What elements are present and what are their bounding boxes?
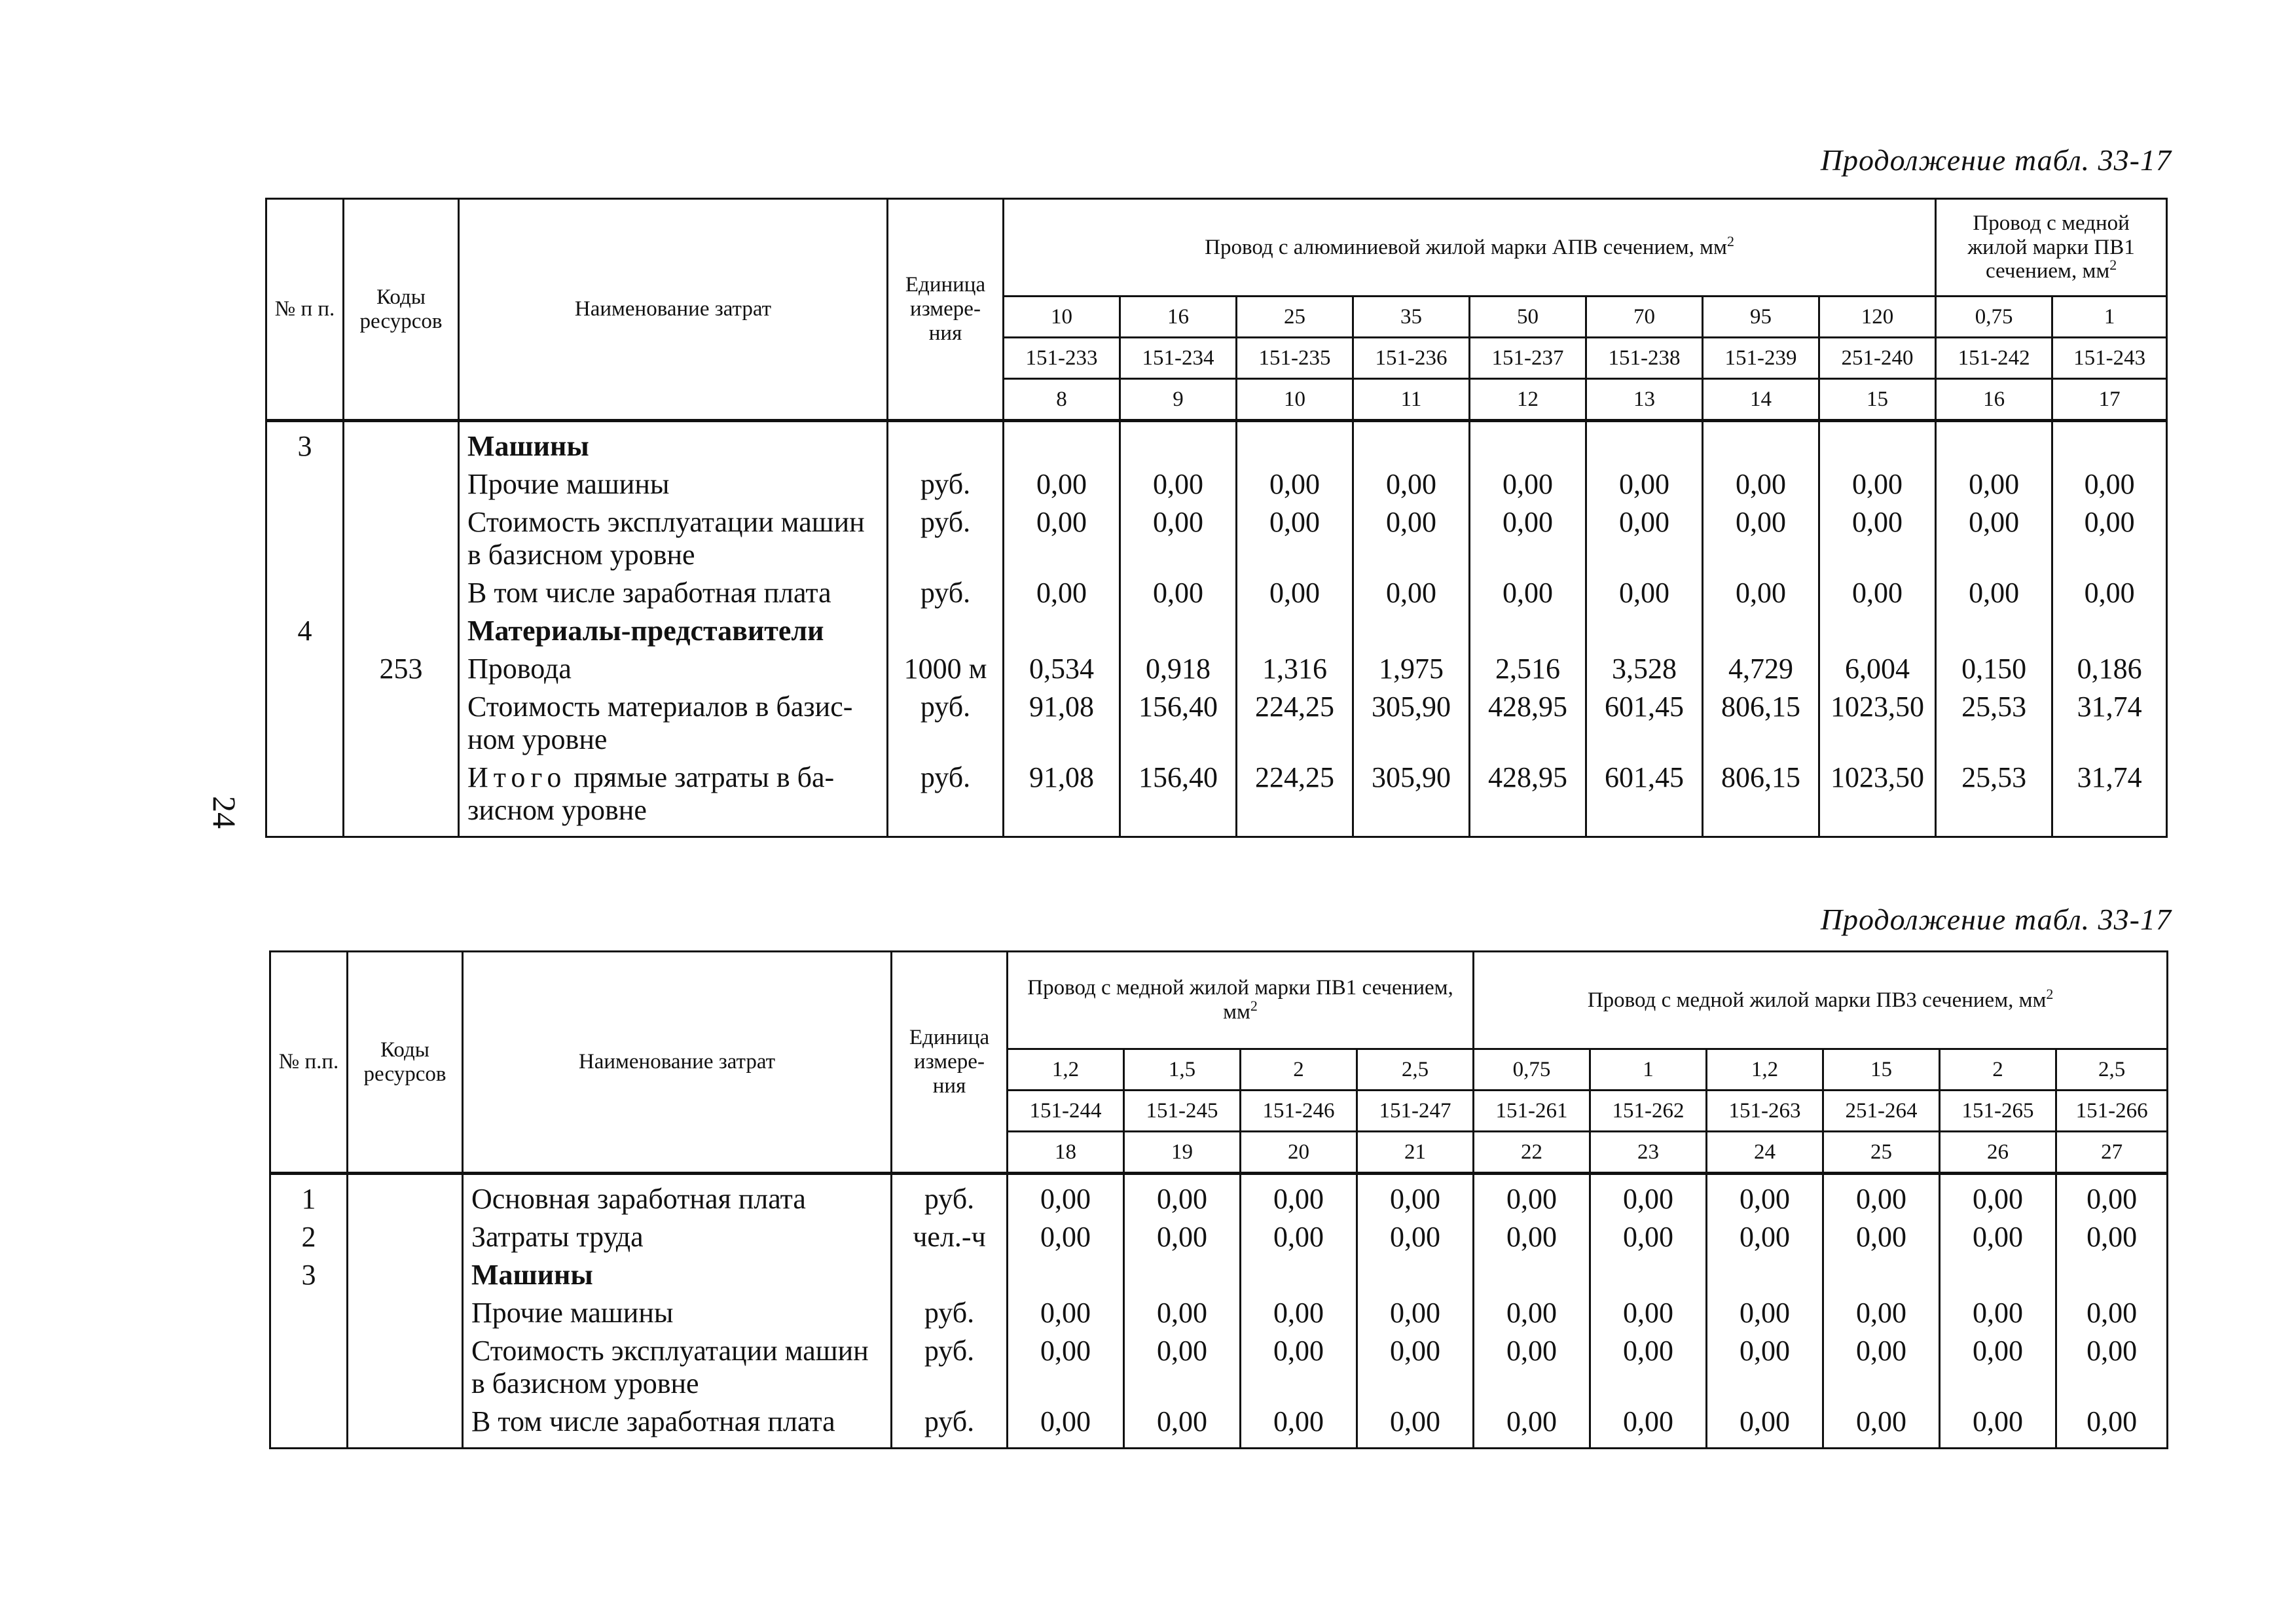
table-header xyxy=(270,952,2168,1174)
row-number xyxy=(266,650,344,688)
resource-code xyxy=(348,1294,463,1332)
value-cell xyxy=(2056,1256,2168,1294)
column-number-cell: 15 xyxy=(1819,379,1936,421)
col-codes-header: Коды ресурсов xyxy=(344,199,459,421)
value-cell: 91,08 xyxy=(1004,688,1120,759)
value-cell xyxy=(1936,421,2052,466)
code-cell: 151-235 xyxy=(1237,338,1353,379)
row-number xyxy=(266,574,344,612)
table-row xyxy=(266,421,2167,466)
table-row xyxy=(266,650,2167,688)
code-cell: 151-239 xyxy=(1703,338,1819,379)
code-cell: 251-264 xyxy=(1823,1091,1940,1132)
value-cell xyxy=(1703,421,1819,466)
unit: 1000 м xyxy=(888,650,1004,688)
value-cell: 601,45 xyxy=(1586,688,1703,759)
cost-name xyxy=(459,759,888,837)
value-cell: 0,00 xyxy=(1590,1174,1707,1219)
unit: руб. xyxy=(888,759,1004,837)
value-cell xyxy=(1004,421,1120,466)
section-cell: 1,2 xyxy=(1707,1049,1823,1091)
column-number-cell: 27 xyxy=(2056,1132,2168,1174)
value-cell: 0,534 xyxy=(1004,650,1120,688)
row-number xyxy=(270,1403,348,1449)
row-number xyxy=(270,1294,348,1332)
value-cell: 0,00 xyxy=(1940,1332,2056,1403)
column-number-cell: 23 xyxy=(1590,1132,1707,1174)
section-cell: 10 xyxy=(1004,297,1120,338)
value-cell: 0,00 xyxy=(2052,574,2167,612)
cost-table-1 xyxy=(265,198,2168,838)
code-cell: 151-243 xyxy=(2052,338,2167,379)
value-cell: 0,00 xyxy=(2052,465,2167,503)
value-cell xyxy=(1470,612,1586,650)
value-cell: 305,90 xyxy=(1353,759,1470,837)
value-cell: 0,00 xyxy=(1940,1174,2056,1219)
row-number: 4 xyxy=(266,612,344,650)
value-cell: 0,00 xyxy=(1707,1332,1823,1403)
section-cell: 2,5 xyxy=(1357,1049,1474,1091)
table-row xyxy=(266,688,2167,759)
code-cell: 151-261 xyxy=(1474,1091,1590,1132)
value-cell: 224,25 xyxy=(1237,759,1353,837)
table-row xyxy=(270,1256,2168,1294)
value-cell: 0,00 xyxy=(2056,1403,2168,1449)
value-cell: 0,00 xyxy=(1357,1174,1474,1219)
value-cell: 0,00 xyxy=(1474,1294,1590,1332)
value-cell: 0,00 xyxy=(1008,1174,1124,1219)
row-number xyxy=(270,1332,348,1403)
value-cell: 0,00 xyxy=(1819,574,1936,612)
value-cell: 1023,50 xyxy=(1819,759,1936,837)
value-cell: 0,00 xyxy=(1474,1218,1590,1256)
value-cell: 305,90 xyxy=(1353,688,1470,759)
unit: руб. xyxy=(892,1294,1008,1332)
section-cell: 25 xyxy=(1237,297,1353,338)
cost-name: Основная заработная плата xyxy=(463,1174,892,1219)
column-number-cell: 21 xyxy=(1357,1132,1474,1174)
section-cell: 15 xyxy=(1823,1049,1940,1091)
value-cell: 0,00 xyxy=(1124,1294,1241,1332)
column-number-cell: 8 xyxy=(1004,379,1120,421)
value-cell: 0,00 xyxy=(1470,465,1586,503)
value-cell: 0,00 xyxy=(1124,1218,1241,1256)
cost-name: Машины xyxy=(459,421,888,466)
resource-code xyxy=(348,1256,463,1294)
value-cell: 0,00 xyxy=(1241,1294,1357,1332)
group-header-pv3: Провод с медной жилой марки ПВ3 сечением, $мм^2$ xyxy=(1474,952,2168,1049)
code-cell: 151-266 xyxy=(2056,1091,2168,1132)
cost-name: Прочие машины xyxy=(463,1294,892,1332)
code-cell: 151-262 xyxy=(1590,1091,1707,1132)
value-cell: 0,00 xyxy=(1357,1332,1474,1403)
group-header-pv1: Провод с медной жилой марки ПВ1 сечением, $мм^2$ xyxy=(1008,952,1474,1049)
table-body xyxy=(266,421,2167,837)
unit: руб. xyxy=(888,465,1004,503)
unit: руб. xyxy=(892,1174,1008,1219)
resource-code xyxy=(348,1332,463,1403)
code-cell: 151-246 xyxy=(1241,1091,1357,1132)
value-cell xyxy=(1474,1256,1590,1294)
table-row xyxy=(266,612,2167,650)
value-cell xyxy=(1936,612,2052,650)
value-cell xyxy=(2052,421,2167,466)
unit: руб. xyxy=(892,1332,1008,1403)
value-cell: 3,528 xyxy=(1586,650,1703,688)
value-cell xyxy=(1470,421,1586,466)
column-number-cell: 19 xyxy=(1124,1132,1241,1174)
column-number-cell: 11 xyxy=(1353,379,1470,421)
value-cell: 806,15 xyxy=(1703,759,1819,837)
section-cell: 1 xyxy=(2052,297,2167,338)
value-cell: 0,00 xyxy=(1008,1403,1124,1449)
value-cell: 0,00 xyxy=(1120,574,1237,612)
table-caption-1: Продолжение табл. 33-17 xyxy=(1820,143,2172,177)
table-row xyxy=(270,1218,2168,1256)
value-cell: 0,186 xyxy=(2052,650,2167,688)
value-cell: 0,00 xyxy=(1353,503,1470,574)
value-cell: 0,00 xyxy=(1474,1332,1590,1403)
cost-table-2 xyxy=(269,950,2168,1449)
value-cell: 31,74 xyxy=(2052,759,2167,837)
code-cell: 151-265 xyxy=(1940,1091,2056,1132)
value-cell: 1,975 xyxy=(1353,650,1470,688)
value-cell xyxy=(1823,1256,1940,1294)
resource-code xyxy=(348,1218,463,1256)
section-cell: 2 xyxy=(1940,1049,2056,1091)
table-row xyxy=(270,1174,2168,1219)
value-cell: 0,00 xyxy=(1940,1218,2056,1256)
value-cell xyxy=(1241,1256,1357,1294)
row-number xyxy=(266,759,344,837)
value-cell: 0,00 xyxy=(1936,574,2052,612)
value-cell: 0,00 xyxy=(1590,1218,1707,1256)
code-cell: 151-263 xyxy=(1707,1091,1823,1132)
value-cell xyxy=(1707,1256,1823,1294)
value-cell xyxy=(1120,421,1237,466)
column-number-cell: 16 xyxy=(1936,379,2052,421)
cost-name: Стоимость эксплуатации машин в базисном уровне xyxy=(463,1332,892,1403)
value-cell: 0,00 xyxy=(1819,465,1936,503)
value-cell: 25,53 xyxy=(1936,759,2052,837)
cost-name: Материалы-представители xyxy=(459,612,888,650)
column-number-cell: 17 xyxy=(2052,379,2167,421)
value-cell: 0,00 xyxy=(1586,574,1703,612)
section-cell: 2 xyxy=(1241,1049,1357,1091)
section-cell: 2,5 xyxy=(2056,1049,2168,1091)
cost-name: В том числе заработная плата xyxy=(463,1403,892,1449)
value-cell: 6,004 xyxy=(1819,650,1936,688)
code-cell: 151-237 xyxy=(1470,338,1586,379)
value-cell: 0,00 xyxy=(1590,1332,1707,1403)
column-number-cell: 26 xyxy=(1940,1132,2056,1174)
value-cell xyxy=(1353,421,1470,466)
value-cell: 0,00 xyxy=(1357,1294,1474,1332)
resource-code: 253 xyxy=(344,650,459,688)
col-no-header: № п.п. xyxy=(270,952,348,1174)
code-cell: 151-234 xyxy=(1120,338,1237,379)
value-cell: 0,00 xyxy=(1703,465,1819,503)
column-number-cell: 24 xyxy=(1707,1132,1823,1174)
column-number-cell: 10 xyxy=(1237,379,1353,421)
cost-name: Прочие машины xyxy=(459,465,888,503)
value-cell: 156,40 xyxy=(1120,759,1237,837)
value-cell: 601,45 xyxy=(1586,759,1703,837)
table-row xyxy=(266,465,2167,503)
value-cell xyxy=(1237,612,1353,650)
resource-code xyxy=(348,1403,463,1449)
value-cell: 0,00 xyxy=(1124,1332,1241,1403)
resource-code xyxy=(344,574,459,612)
table-header xyxy=(266,199,2167,421)
value-cell: 0,00 xyxy=(1004,503,1120,574)
value-cell: 0,00 xyxy=(1470,574,1586,612)
value-cell: 0,00 xyxy=(1004,574,1120,612)
section-cell: 0,75 xyxy=(1936,297,2052,338)
value-cell: 0,00 xyxy=(2052,503,2167,574)
section-cell: 16 xyxy=(1120,297,1237,338)
code-cell: 151-236 xyxy=(1353,338,1470,379)
resource-code xyxy=(348,1174,463,1219)
section-cell: 50 xyxy=(1470,297,1586,338)
col-codes-header: Коды ресурсов xyxy=(348,952,463,1174)
col-unit-header: Единица измере- ния xyxy=(892,952,1008,1174)
value-cell: 0,00 xyxy=(1823,1218,1940,1256)
table-row xyxy=(270,1332,2168,1403)
value-cell: 156,40 xyxy=(1120,688,1237,759)
section-cell: 0,75 xyxy=(1474,1049,1590,1091)
col-name-header: Наименование затрат xyxy=(459,199,888,421)
value-cell xyxy=(1004,612,1120,650)
code-cell: 151-242 xyxy=(1936,338,2052,379)
value-cell: 0,00 xyxy=(1008,1294,1124,1332)
value-cell: 0,00 xyxy=(1707,1294,1823,1332)
column-number-cell: 12 xyxy=(1470,379,1586,421)
resource-code xyxy=(344,759,459,837)
value-cell: 91,08 xyxy=(1004,759,1120,837)
value-cell: 0,00 xyxy=(1703,503,1819,574)
value-cell: 0,00 xyxy=(1120,465,1237,503)
value-cell: 0,00 xyxy=(1353,574,1470,612)
column-number-cell: 13 xyxy=(1586,379,1703,421)
value-cell xyxy=(2052,612,2167,650)
value-cell: 224,25 xyxy=(1237,688,1353,759)
section-cell: 1 xyxy=(1590,1049,1707,1091)
section-cell: 35 xyxy=(1353,297,1470,338)
table-row xyxy=(270,1403,2168,1449)
value-cell xyxy=(1819,612,1936,650)
value-cell: 0,00 xyxy=(1470,503,1586,574)
section-cell: 1,2 xyxy=(1008,1049,1124,1091)
cost-name: Затраты труда xyxy=(463,1218,892,1256)
page-number: 24 xyxy=(206,796,243,829)
value-cell: 0,00 xyxy=(1004,465,1120,503)
code-cell: 151-245 xyxy=(1124,1091,1241,1132)
value-cell: 31,74 xyxy=(2052,688,2167,759)
resource-code xyxy=(344,688,459,759)
value-cell: 0,00 xyxy=(1590,1403,1707,1449)
row-number: 2 xyxy=(270,1218,348,1256)
value-cell: 0,00 xyxy=(1353,465,1470,503)
cost-name: Машины xyxy=(463,1256,892,1294)
row-number xyxy=(266,465,344,503)
value-cell: 0,00 xyxy=(1823,1403,1940,1449)
value-cell xyxy=(1353,612,1470,650)
section-cell: 120 xyxy=(1819,297,1936,338)
value-cell: 0,00 xyxy=(1237,465,1353,503)
value-cell: 0,918 xyxy=(1120,650,1237,688)
value-cell: 0,00 xyxy=(1241,1218,1357,1256)
value-cell: 0,00 xyxy=(1819,503,1936,574)
unit: руб. xyxy=(888,574,1004,612)
col-no-header: № п п. xyxy=(266,199,344,421)
cost-name: Провода xyxy=(459,650,888,688)
row-number: 3 xyxy=(270,1256,348,1294)
value-cell: 0,00 xyxy=(1008,1332,1124,1403)
value-cell: 0,00 xyxy=(1241,1332,1357,1403)
value-cell: 4,729 xyxy=(1703,650,1819,688)
value-cell xyxy=(1940,1256,2056,1294)
unit xyxy=(888,612,1004,650)
value-cell: 428,95 xyxy=(1470,688,1586,759)
value-cell: 0,00 xyxy=(1124,1174,1241,1219)
value-cell: 0,00 xyxy=(1707,1174,1823,1219)
value-cell: 0,00 xyxy=(1474,1403,1590,1449)
value-cell xyxy=(1357,1256,1474,1294)
code-cell: 151-247 xyxy=(1357,1091,1474,1132)
value-cell: 0,00 xyxy=(1936,503,2052,574)
value-cell: 0,00 xyxy=(1357,1218,1474,1256)
value-cell: 0,00 xyxy=(1124,1403,1241,1449)
value-cell: 0,00 xyxy=(1703,574,1819,612)
group-header-apv: Провод с алюминиевой жилой марки АПВ сечением, $мм^2$ xyxy=(1004,199,1936,297)
group-header-pv1: Провод с медной жилой марки ПВ1 сечением, $мм^2$ xyxy=(1936,199,2167,297)
value-cell: 0,00 xyxy=(1940,1403,2056,1449)
value-cell: 0,00 xyxy=(1237,574,1353,612)
value-cell: 0,00 xyxy=(2056,1174,2168,1219)
section-cell: 70 xyxy=(1586,297,1703,338)
column-number-cell: 25 xyxy=(1823,1132,1940,1174)
value-cell: 428,95 xyxy=(1470,759,1586,837)
row-number xyxy=(266,688,344,759)
value-cell: 1023,50 xyxy=(1819,688,1936,759)
value-cell xyxy=(1237,421,1353,466)
value-cell: 0,00 xyxy=(1474,1174,1590,1219)
table-caption-2: Продолжение табл. 33-17 xyxy=(1820,903,2172,936)
value-cell: 0,00 xyxy=(2056,1218,2168,1256)
section-cell: 95 xyxy=(1703,297,1819,338)
value-cell: 806,15 xyxy=(1703,688,1819,759)
unit: руб. xyxy=(892,1403,1008,1449)
value-cell: 0,00 xyxy=(2056,1294,2168,1332)
column-number-cell: 14 xyxy=(1703,379,1819,421)
value-cell: 0,00 xyxy=(1357,1403,1474,1449)
value-cell: 0,00 xyxy=(1590,1294,1707,1332)
cost-name-text: прямые затраты в ба- зисном уровне xyxy=(467,761,835,826)
value-cell: 0,00 xyxy=(1940,1294,2056,1332)
section-cell: 1,5 xyxy=(1124,1049,1241,1091)
unit: руб. xyxy=(888,688,1004,759)
value-cell: 0,00 xyxy=(2056,1332,2168,1403)
total-label: Итого xyxy=(467,761,567,793)
code-cell: 251-240 xyxy=(1819,338,1936,379)
value-cell: 0,00 xyxy=(1120,503,1237,574)
value-cell xyxy=(1590,1256,1707,1294)
value-cell: 0,00 xyxy=(1241,1403,1357,1449)
table-row xyxy=(266,574,2167,612)
value-cell: 0,150 xyxy=(1936,650,2052,688)
column-number-cell: 22 xyxy=(1474,1132,1590,1174)
value-cell xyxy=(1008,1256,1124,1294)
value-cell: 0,00 xyxy=(1241,1174,1357,1219)
value-cell: 0,00 xyxy=(1237,503,1353,574)
column-number-cell: 18 xyxy=(1008,1132,1124,1174)
resource-code xyxy=(344,503,459,574)
cost-name: В том числе заработная плата xyxy=(459,574,888,612)
resource-code xyxy=(344,421,459,466)
value-cell: 1,316 xyxy=(1237,650,1353,688)
unit xyxy=(892,1256,1008,1294)
unit: руб. xyxy=(888,503,1004,574)
value-cell: 25,53 xyxy=(1936,688,2052,759)
value-cell: 0,00 xyxy=(1586,465,1703,503)
value-cell: 0,00 xyxy=(1823,1294,1940,1332)
resource-code xyxy=(344,612,459,650)
value-cell: 0,00 xyxy=(1707,1403,1823,1449)
cost-name: Стоимость материалов в базис- ном уровне xyxy=(459,688,888,759)
value-cell xyxy=(1703,612,1819,650)
row-number xyxy=(266,503,344,574)
column-number-cell: 20 xyxy=(1241,1132,1357,1174)
value-cell xyxy=(1586,421,1703,466)
table-row xyxy=(266,503,2167,574)
value-cell xyxy=(1120,612,1237,650)
code-cell: 151-238 xyxy=(1586,338,1703,379)
unit xyxy=(888,421,1004,466)
value-cell xyxy=(1819,421,1936,466)
value-cell: 0,00 xyxy=(1823,1332,1940,1403)
code-cell: 151-233 xyxy=(1004,338,1120,379)
col-name-header: Наименование затрат xyxy=(463,952,892,1174)
resource-code xyxy=(344,465,459,503)
column-number-cell: 9 xyxy=(1120,379,1237,421)
value-cell: 2,516 xyxy=(1470,650,1586,688)
value-cell: 0,00 xyxy=(1008,1218,1124,1256)
table-body xyxy=(270,1174,2168,1449)
value-cell: 0,00 xyxy=(1936,465,2052,503)
value-cell xyxy=(1124,1256,1241,1294)
value-cell: 0,00 xyxy=(1823,1174,1940,1219)
table-row xyxy=(266,759,2167,837)
cost-name: Стоимость эксплуатации машин в базисном уровне xyxy=(459,503,888,574)
col-unit-header: Единица измере- ния xyxy=(888,199,1004,421)
row-number: 1 xyxy=(270,1174,348,1219)
value-cell: 0,00 xyxy=(1707,1218,1823,1256)
code-cell: 151-244 xyxy=(1008,1091,1124,1132)
row-number: 3 xyxy=(266,421,344,466)
unit: чел.-ч xyxy=(892,1218,1008,1256)
table-row xyxy=(270,1294,2168,1332)
value-cell: 0,00 xyxy=(1586,503,1703,574)
value-cell xyxy=(1586,612,1703,650)
